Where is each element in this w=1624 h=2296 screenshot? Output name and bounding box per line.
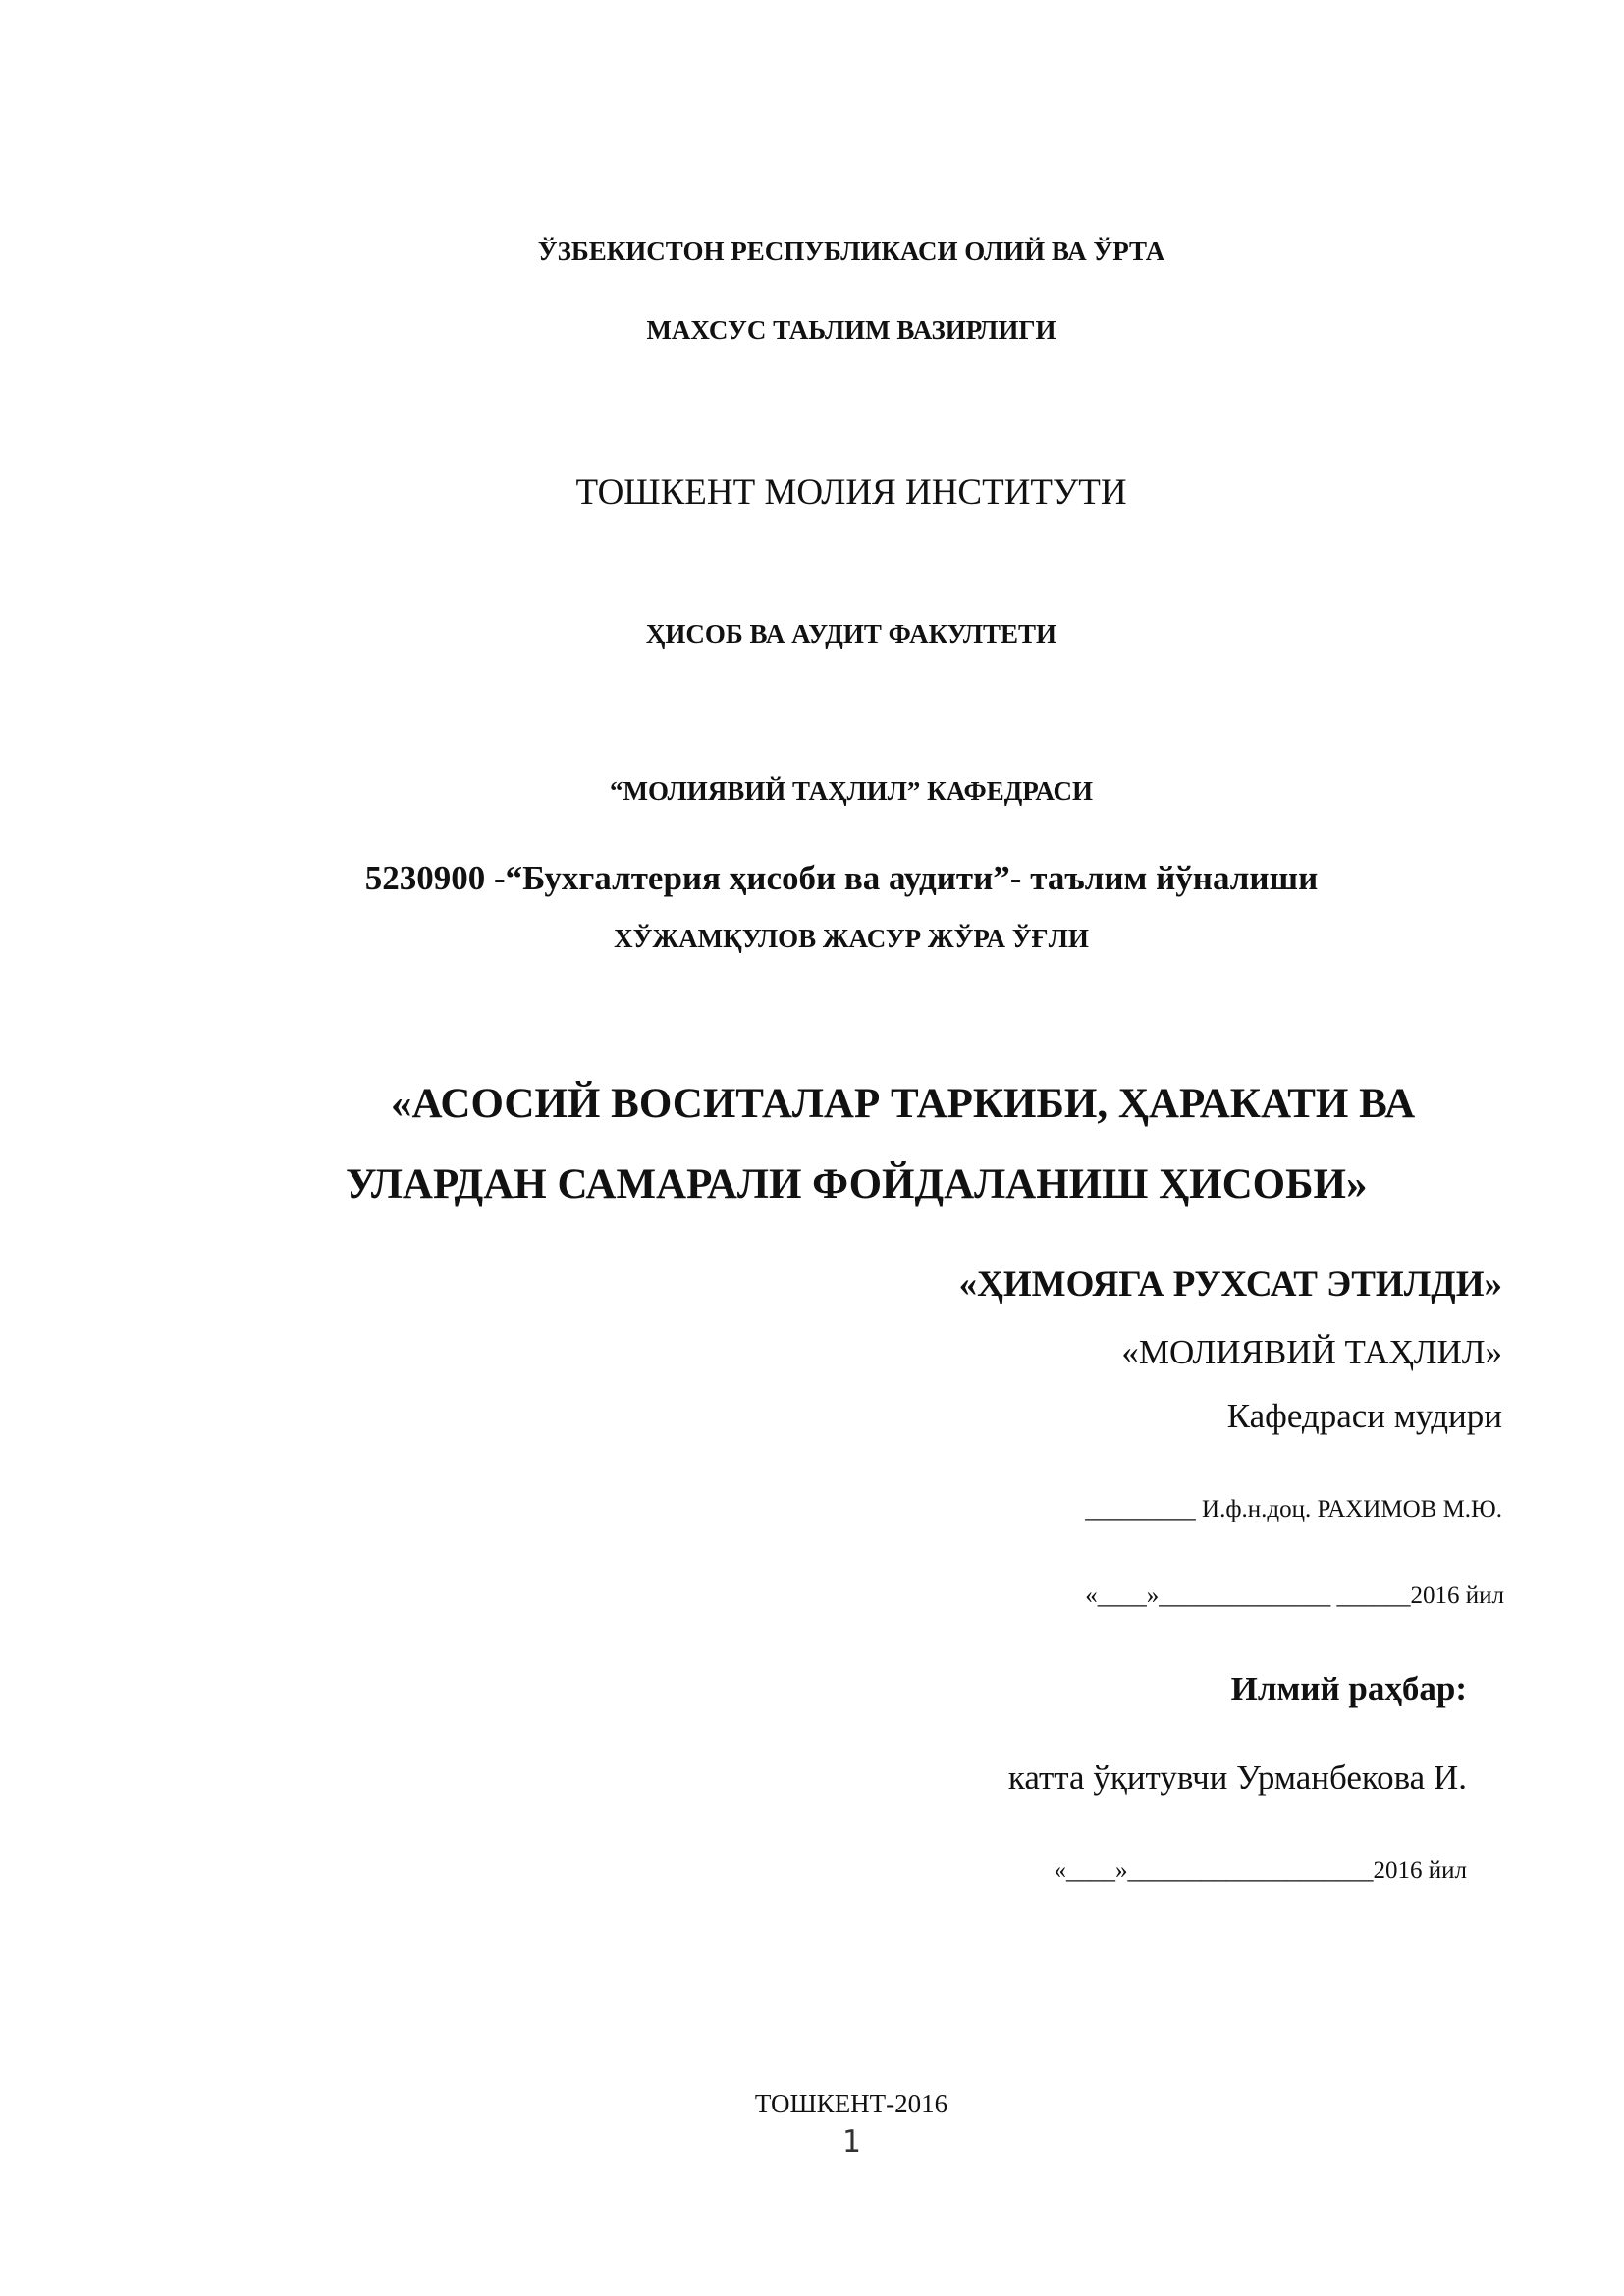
city-year: ТОШКЕНТ-2016 (754, 2089, 948, 2118)
thesis-title-line-1: «АСОСИЙ ВОСИТАЛАР ТАРКИБИ, ҲАРАКАТИ ВА (391, 1081, 1416, 1127)
department-head-date-line: «____»______________ ______2016 йил (1085, 1582, 1504, 1609)
department-head-signature-line: _________ И.ф.н.доц. РАХИМОВ М.Ю. (1085, 1496, 1502, 1522)
advisor-name: катта ўқитувчи Урманбекова И. (1007, 1758, 1467, 1796)
department-head-label: Кафедраси мудири (1226, 1397, 1502, 1435)
advisor-label: Илмий раҳбар: (1230, 1670, 1467, 1708)
advisor-date-line: «____»____________________2016 йил (1054, 1857, 1467, 1884)
faculty-name: ҲИСОБ ВА АУДИТ ФАКУЛТЕТИ (645, 619, 1057, 649)
institute-name: ТОШКЕНТ МОЛИЯ ИНСТИТУТИ (575, 472, 1127, 512)
ministry-line-2: МАХСУС ТАЬЛИМ ВАЗИРЛИГИ (646, 315, 1056, 345)
approval-heading: «ҲИМОЯГА РУХСАТ ЭТИЛДИ» (958, 1264, 1502, 1305)
page-number: 1 (841, 2124, 861, 2160)
study-program: 5230900 -“Бухгалтерия ҳисоби ва аудити”- таълим йўналиши (364, 859, 1319, 897)
student-name: ХЎЖАМҚУЛОВ ЖАСУР ЖЎРА ЎҒЛИ (614, 924, 1089, 953)
department-name: “МОЛИЯВИЙ ТАҲЛИЛ” КАФЕДРАСИ (609, 776, 1093, 806)
thesis-title-line-2: УЛАРДАН САМАРАЛИ ФОЙДАЛАНИШ ҲИСОБИ» (346, 1161, 1368, 1207)
approval-department: «МОЛИЯВИЙ ТАҲЛИЛ» (1121, 1333, 1502, 1371)
ministry-line-1: ЎЗБЕКИСТОН РЕСПУБЛИКАСИ ОЛИЙ ВА ЎРТА (537, 237, 1165, 266)
